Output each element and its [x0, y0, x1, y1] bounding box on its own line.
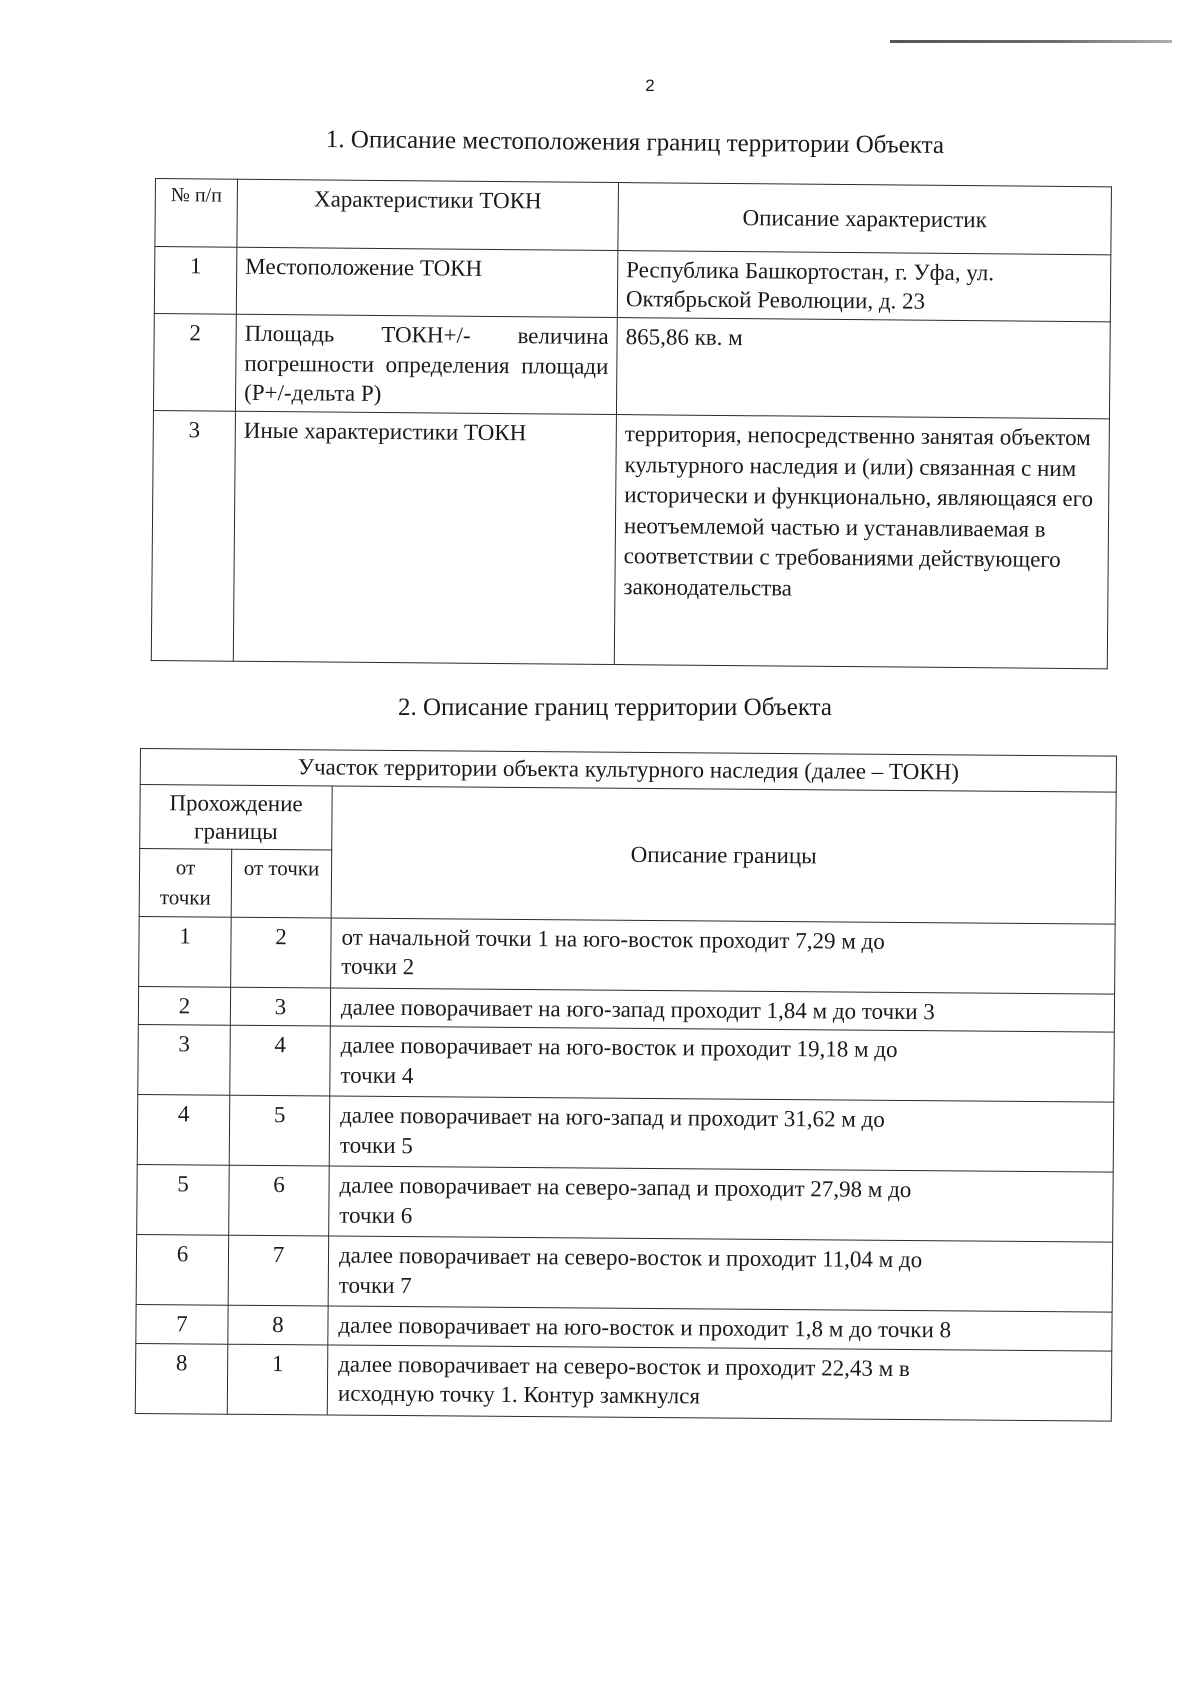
row-from: 5 — [137, 1165, 230, 1236]
row-boundary-description: далее поворачивает на северо-восток и проходит 11,04 м до точки 7 — [328, 1236, 1113, 1312]
row-from: 1 — [139, 917, 232, 988]
boundary-table — [135, 748, 1117, 1421]
table-row — [153, 314, 1110, 419]
row-from: 6 — [136, 1235, 229, 1306]
row-characteristic: Местоположение ТОКН — [236, 247, 618, 318]
row-boundary-description: далее поворачивает на юго-запад и проходит 31,62 м до точки 5 — [329, 1096, 1114, 1172]
row-from: 4 — [137, 1095, 230, 1166]
row-to: 3 — [230, 987, 330, 1026]
location-table-header — [155, 179, 1112, 255]
header-characteristic: Характеристики ТОКН — [237, 179, 619, 250]
row-from: 8 — [135, 1343, 228, 1414]
header-passage: Прохождение границы — [140, 785, 332, 851]
row-boundary-description: далее поворачивает на юго-восток и проходит 1,8 м до точки 8 — [328, 1306, 1112, 1350]
row-characteristic: Иные характеристики ТОКН — [233, 411, 616, 664]
table-row — [137, 1165, 1114, 1243]
header-num: № п/п — [155, 179, 238, 248]
row-num: 2 — [153, 314, 236, 411]
row-num: 1 — [154, 247, 237, 315]
boundary-table-title: Участок территории объекта культурного наследия (далее – ТОКН) — [140, 749, 1116, 793]
row-boundary-description: далее поворачивает на северо-восток и проходит 22,43 м в исходную точку 1. Контур замкнулся — [327, 1345, 1112, 1421]
boundary-table-header — [140, 785, 1116, 857]
row-to: 5 — [229, 1096, 330, 1167]
header-description: Описание характеристик — [618, 183, 1112, 255]
header-boundary-description: Описание границы — [331, 786, 1116, 924]
scan-edge-mark — [890, 40, 1172, 43]
row-description: 865,86 кв. м — [616, 318, 1110, 419]
table-row — [137, 1095, 1114, 1173]
row-to: 1 — [227, 1344, 328, 1415]
row-boundary-description: от начальной точки 1 на юго-восток проходит 7,29 м до точки 2 — [331, 918, 1116, 994]
row-from: 2 — [138, 987, 230, 1026]
section-2-title: 2. Описание границ территории Объекта — [398, 694, 832, 721]
row-boundary-description: далее поворачивает на юго-восток и проходит 19,18 м до точки 4 — [330, 1026, 1115, 1102]
header-from-point: от точки — [139, 849, 232, 918]
row-to: 2 — [231, 917, 332, 988]
row-to: 7 — [228, 1236, 329, 1307]
table-row — [151, 411, 1109, 669]
row-description: Республика Башкортостан, г. Уфа, ул. Октябрьской Революции, д. 23 — [617, 251, 1111, 323]
row-boundary-description: далее поворачивает на северо-запад и проходит 27,98 м до точки 6 — [329, 1166, 1114, 1242]
page-number: 2 — [645, 76, 655, 95]
row-num: 3 — [151, 411, 235, 662]
table-row — [136, 1235, 1113, 1313]
table-row — [139, 917, 1116, 995]
table-row — [135, 1343, 1112, 1421]
row-to: 8 — [228, 1306, 328, 1345]
row-from: 3 — [138, 1025, 231, 1096]
row-from: 7 — [136, 1305, 228, 1344]
row-description: территория, непосредственно занятая объектом культурного наследия и (или) связанная с ним исторически и функционально, являющаяся его неотъемлемой частью и устанавливаемая в соответствии с требованиями действующего законодательства — [614, 415, 1109, 669]
row-characteristic: Площадь ТОКН+/- величина погрешности определения площади (Р+/-дельта Р) — [235, 315, 617, 415]
row-boundary-description: далее поворачивает на юго-запад проходит 1,84 м до точки 3 — [330, 988, 1114, 1032]
row-to: 4 — [230, 1026, 331, 1097]
section-1-title: 1. Описание местоположения границ территории Объекта — [325, 126, 945, 159]
row-to: 6 — [229, 1166, 330, 1237]
table-row — [138, 1025, 1115, 1103]
table-row — [154, 247, 1111, 323]
header-to-point: от точки — [231, 849, 332, 918]
location-table — [151, 178, 1112, 669]
